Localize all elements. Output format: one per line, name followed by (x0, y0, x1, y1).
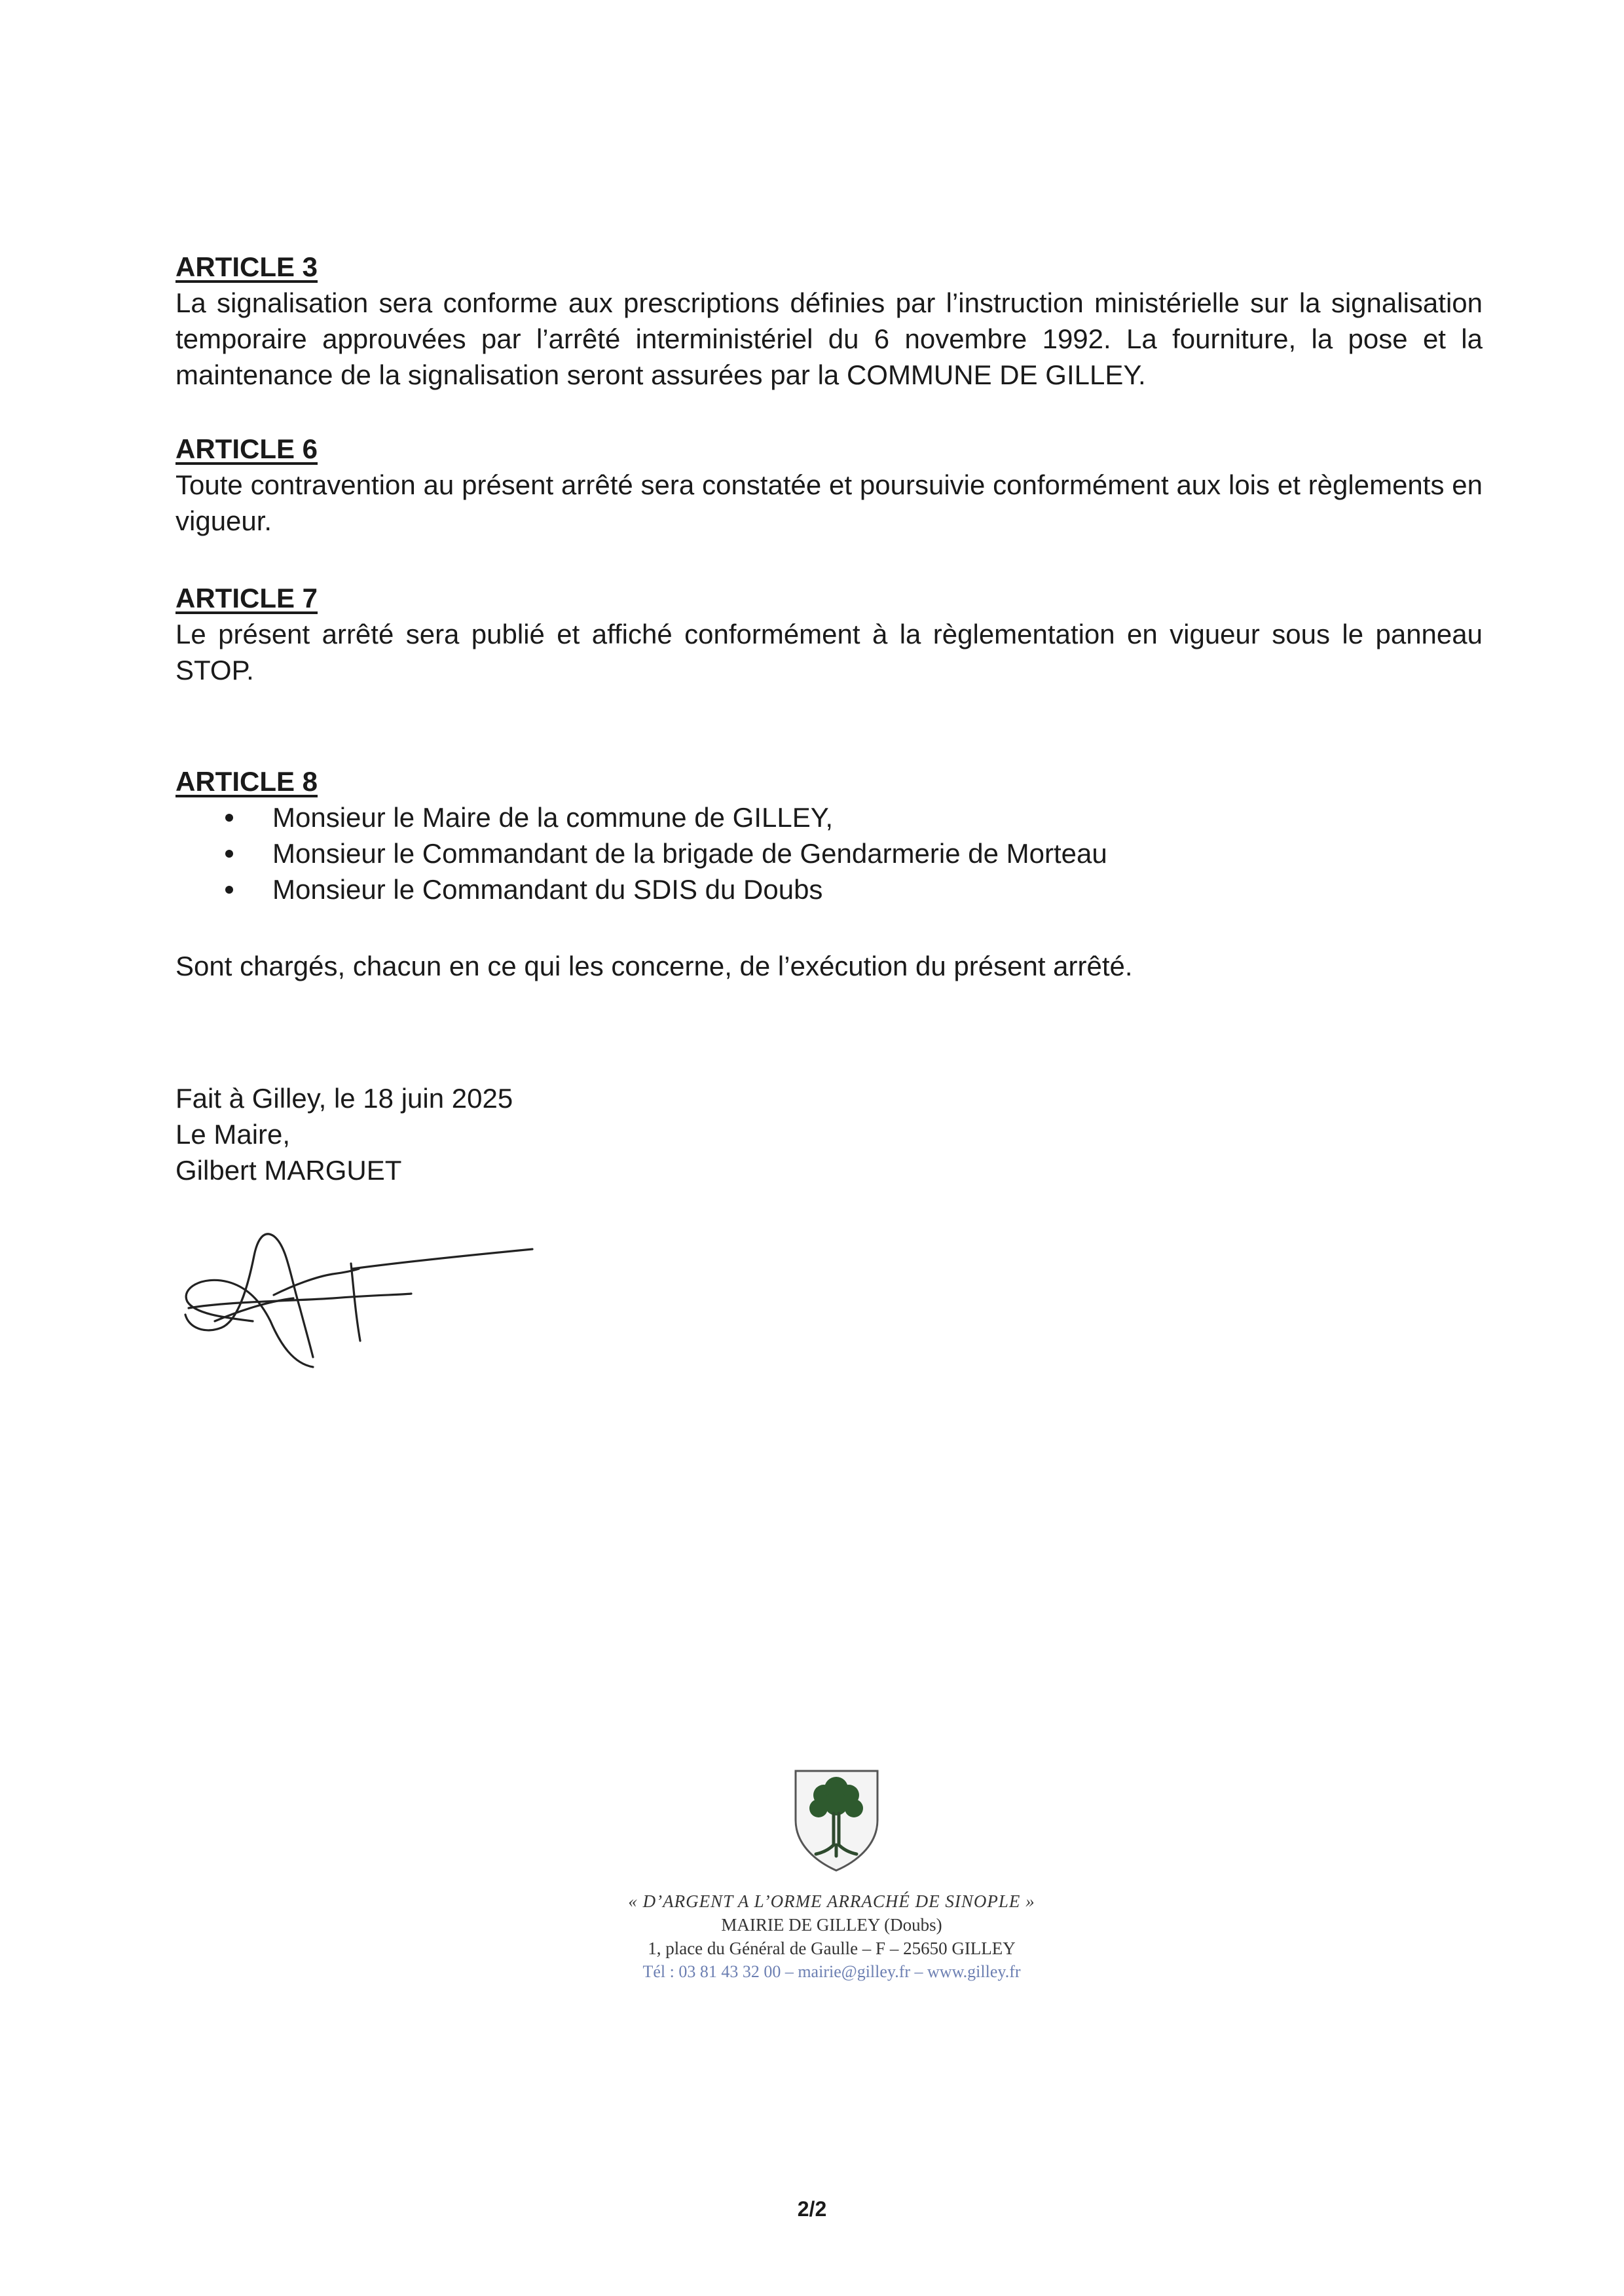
article-7-text: Le présent arrêté sera publié et affiché conformément à la règlementation en vigueur sous le panneau STOP. (175, 619, 1483, 685)
bullet-icon (225, 850, 233, 858)
article-8 (175, 763, 1483, 907)
article-7 (175, 580, 1483, 688)
footer-address: 1, place du Général de Gaulle – F – 25650 GILLEY (648, 1939, 1016, 1958)
signoff-name: Gilbert MARGUET (175, 1155, 402, 1186)
article-7-title: ARTICLE 7 (175, 583, 318, 613)
bullet-icon (225, 814, 233, 822)
article-8-closing: Sont chargés, chacun en ce qui les concerne, de l’exécution du présent arrêté. (175, 951, 1133, 981)
list-item: Monsieur le Commandant de la brigade de Gendarmerie de Morteau (175, 835, 1483, 871)
crest-icon (792, 1768, 881, 1872)
footer-motto: « D’ARGENT A L’ORME ARRACHÉ DE SINOPLE » (628, 1891, 1035, 1911)
article-6-title: ARTICLE 6 (175, 433, 318, 464)
article-3-text: La signalisation sera conforme aux prescriptions définies par l’instruction ministérielle sur la signalisation temporaire approuvées par l’arrêté interministériel du 6 novembre 1992. La fourniture, la pose et la maintenance de la signalisation seront assurées par la COMMUNE DE GILLEY. (175, 287, 1483, 390)
bullet-icon (225, 886, 233, 894)
article-6 (175, 431, 1483, 539)
signoff (175, 1080, 1483, 1188)
article-3 (175, 249, 1483, 393)
article-3-title: ARTICLE 3 (175, 251, 318, 282)
article-6-text: Toute contravention au présent arrêté sera constatée et poursuivie conformément aux lois et règlements en vigueur. (175, 469, 1483, 536)
list-item: Monsieur le Maire de la commune de GILLEY, (175, 799, 1483, 835)
footer (589, 1889, 1074, 1984)
page-number: 2/2 (797, 2197, 827, 2221)
signoff-role: Le Maire, (175, 1119, 291, 1150)
signature-image (175, 1203, 549, 1374)
signoff-place-date: Fait à Gilley, le 18 juin 2025 (175, 1083, 513, 1114)
footer-contact: Tél : 03 81 43 32 00 – mairie@gilley.fr – www.gilley.fr (642, 1962, 1021, 1981)
footer-office: MAIRIE DE GILLEY (Doubs) (721, 1915, 942, 1935)
article-8-title: ARTICLE 8 (175, 766, 318, 797)
article-8-list (175, 799, 1483, 907)
list-item: Monsieur le Commandant du SDIS du Doubs (175, 871, 1483, 907)
